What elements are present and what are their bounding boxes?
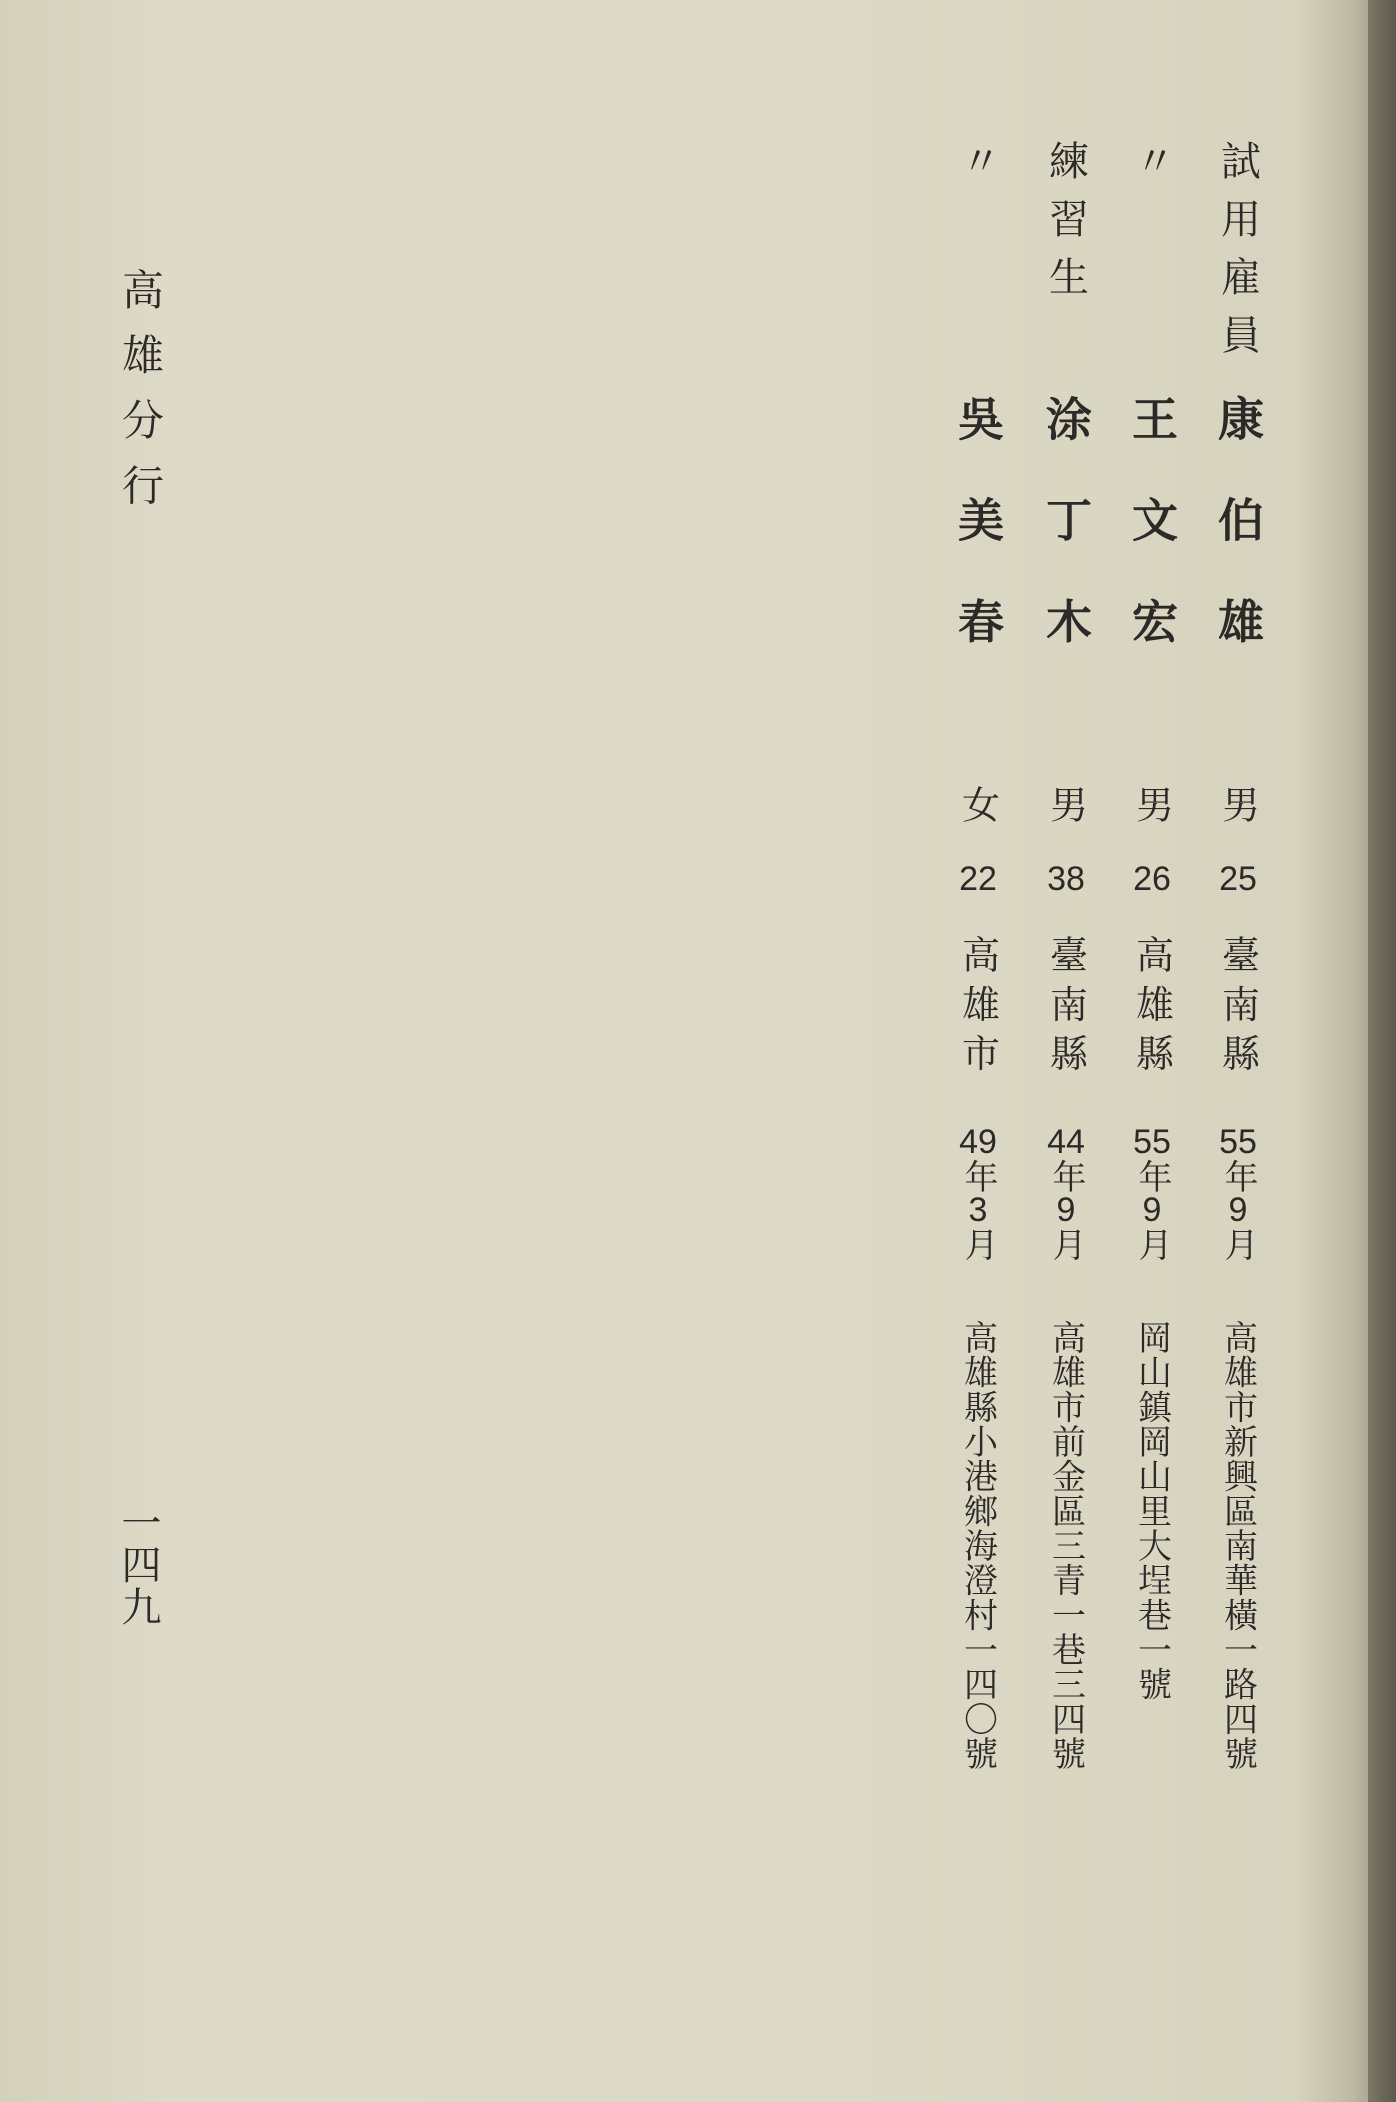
entry-date: 55年9月 <box>1217 1123 1258 1261</box>
entry-age: 22 <box>959 860 997 898</box>
entry-name: 涂丁木 <box>1039 395 1093 699</box>
running-head: 高雄分行 <box>116 268 165 529</box>
entry-sex: 男 <box>1129 785 1174 823</box>
entry-title: 試用雇員 <box>1214 140 1261 372</box>
roster-entry <box>1198 140 1278 1840</box>
entry-sex: 男 <box>1043 785 1088 823</box>
entry-date-month: 3 <box>968 1191 988 1229</box>
entry-title: 〃 <box>1128 140 1175 198</box>
entry-date-month: 9 <box>1142 1191 1162 1229</box>
entry-sex: 男 <box>1215 785 1260 823</box>
entry-native-place: 高雄市 <box>955 935 1000 1084</box>
entry-date-year: 49 <box>959 1123 997 1161</box>
roster-entry <box>1112 140 1192 1840</box>
page-number: 一四九 <box>115 1502 161 1628</box>
entry-address: 高雄市前金區三青一巷三四號 <box>1045 1320 1086 1771</box>
entry-address: 岡山鎮岡山里大埕巷一號 <box>1131 1320 1172 1702</box>
entry-native-place: 臺南縣 <box>1215 935 1260 1084</box>
entry-date: 49年3月 <box>957 1123 998 1261</box>
entry-age: 25 <box>1219 860 1257 898</box>
entry-date-year: 55 <box>1133 1123 1171 1161</box>
book-spine-shadow <box>1368 0 1396 2102</box>
entry-title: 練習生 <box>1042 140 1089 314</box>
entry-name: 康伯雄 <box>1211 395 1265 699</box>
entry-age: 38 <box>1047 860 1085 898</box>
roster-entry <box>1026 140 1106 1840</box>
entry-native-place: 高雄縣 <box>1129 935 1174 1084</box>
roster-entry <box>938 140 1018 1840</box>
entry-age: 26 <box>1133 860 1171 898</box>
entry-sex: 女 <box>955 785 1000 823</box>
entry-date: 55年9月 <box>1131 1123 1172 1261</box>
entry-address: 高雄市新興區南華橫一路四號 <box>1217 1320 1258 1771</box>
entry-native-place: 臺南縣 <box>1043 935 1088 1084</box>
entry-name: 王文宏 <box>1125 395 1179 699</box>
entry-date-year: 44 <box>1047 1123 1085 1161</box>
entry-address: 高雄縣小港鄉海澄村一四〇號 <box>957 1320 998 1771</box>
entry-title: 〃 <box>954 140 1001 198</box>
entry-date-month: 9 <box>1056 1191 1076 1229</box>
entry-name: 吳美春 <box>951 395 1005 699</box>
entry-date-year: 55 <box>1219 1123 1257 1161</box>
entry-date-month: 9 <box>1228 1191 1248 1229</box>
entry-date: 44年9月 <box>1045 1123 1086 1261</box>
